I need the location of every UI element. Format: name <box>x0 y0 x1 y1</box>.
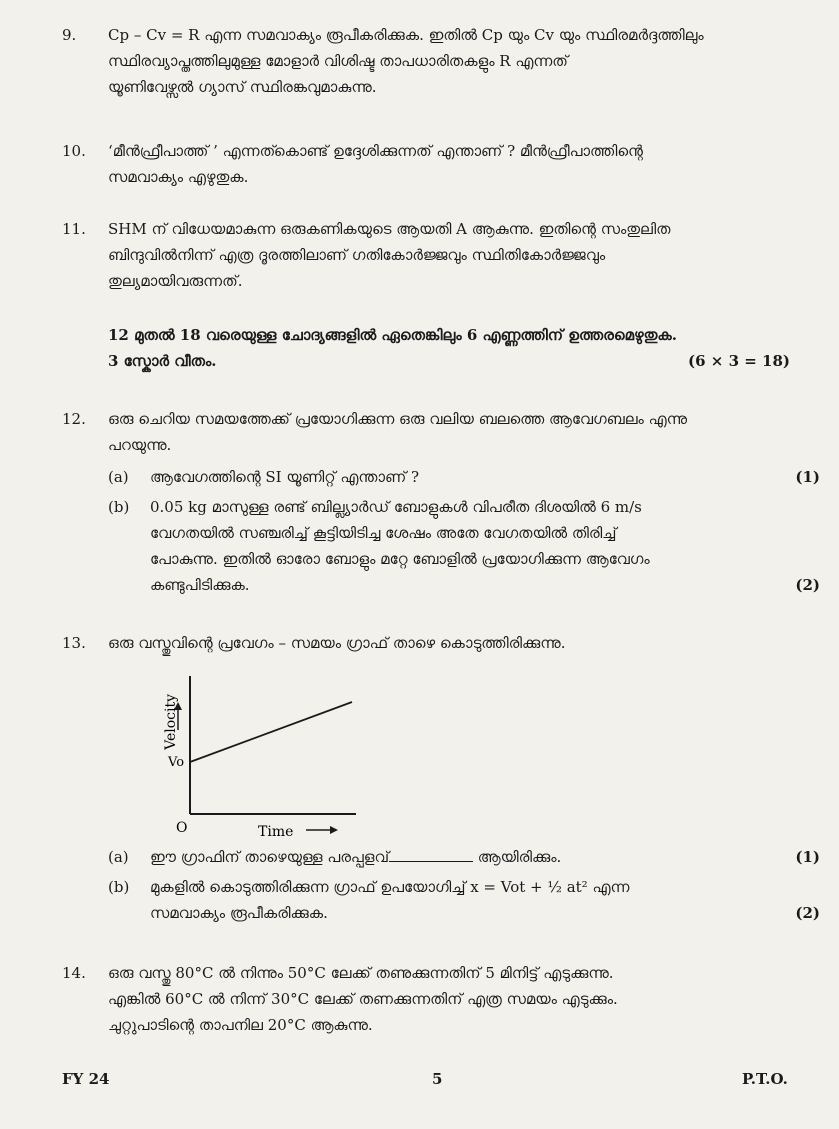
marks-label: (1) <box>795 848 820 866</box>
question-text-line: യൂണിവേഴ്സൽ ഗ്യാസ് സ്ഥിരങ്കവുമാകുന്നു. <box>108 78 377 96</box>
section-marks: (6 × 3 = 18) <box>688 352 790 370</box>
marks-label: (1) <box>795 468 820 486</box>
subquestion-text: ഈ ഗ്രാഫിന് താഴെയുള്ള പരപ്പളവ് <box>150 848 389 866</box>
subquestion-text-line: പോകുന്നു. ഇതിൽ ഓരോ ബോളും മറ്റേ ബോളിൽ പ്രയോഗിക്കുന്ന ആവേഗം <box>150 550 650 568</box>
subquestion-a <box>108 464 820 490</box>
question-number: 10. <box>62 142 86 160</box>
subquestion-label: (a) <box>108 848 129 866</box>
velocity-line <box>190 702 352 762</box>
y-axis-label: Velocity <box>163 694 179 750</box>
origin-label: O <box>176 820 188 836</box>
subquestion-label: (b) <box>108 878 130 896</box>
marks-label: (2) <box>795 904 820 922</box>
question-text-line: ബിന്ദുവിൽനിന്ന് എത്ര ദൂരത്തിലാണ് ഗതികോർജ്ജവും സ്ഥിതികോർജ്ജവും <box>108 246 606 264</box>
question-text-line: ഒരു ചെറിയ സമയത്തേക്ക് പ്രയോഗിക്കുന്ന ഒരു വലിയ ബലത്തെ ആവേഗബലം എന്നു <box>108 410 688 428</box>
intercept-label: Vo <box>168 755 185 770</box>
subquestion-text-line: വേഗതയിൽ സഞ്ചരിച്ച് കൂട്ടിയിടിച്ച ശേഷം അതേ വേഗതയിൽ തിരിച്ച് <box>150 524 617 542</box>
question-13 <box>62 630 790 656</box>
question-number: 14. <box>62 964 86 982</box>
x-axis-label: Time <box>258 824 294 840</box>
question-text-line: Cp – Cv = R എന്ന സമവാക്യം രൂപീകരിക്കുക. ഇതിൽ Cp യും Cv യും സ്ഥിരമർദ്ദത്തിലും <box>108 26 704 44</box>
question-14 <box>62 960 790 1038</box>
subquestion-text-line: സമവാക്യം രൂപീകരിക്കുക. <box>150 904 328 922</box>
subquestion-label: (b) <box>108 498 130 516</box>
subquestion-text: ആയിരിക്കും. <box>477 848 562 866</box>
question-number: 13. <box>62 634 86 652</box>
question-13-parts <box>62 844 820 926</box>
question-number: 11. <box>62 220 86 238</box>
question-text-line: ഒരു വസ്തുവിന്റെ പ്രവേഗം – സമയം ഗ്രാഫ് താഴെ കൊടുത്തിരിക്കുന്നു. <box>108 634 566 652</box>
question-text-line: പറയുന്നു. <box>108 436 172 454</box>
question-text-line: ‘മീൻഫ്രീപാത്ത് ’ എന്നത്കൊണ്ട് ഉദ്ദേശിക്കുന്നത് എന്താണ് ? മീൻഫ്രീപാത്തിന്റെ <box>108 142 643 160</box>
question-11 <box>62 216 790 294</box>
question-text-line: എങ്കിൽ 60°C ൽ നിന്ന് 30°C ലേക്ക് തണക്കുന്നതിന് എത്ര സമയം എടുക്കും. <box>108 990 618 1008</box>
question-number: 9. <box>62 26 77 44</box>
velocity-time-graph <box>160 672 360 840</box>
subquestion-text-line: മുകളിൽ കൊടുത്തിരിക്കുന്ന ഗ്രാഫ് ഉപയോഗിച്ച് x = Vot + ½ at² എന്ന <box>150 878 630 896</box>
footer-code: FY 24 <box>62 1070 110 1088</box>
question-text-line: തുല്യമായിവരുന്നത്. <box>108 272 243 290</box>
question-12 <box>62 406 820 598</box>
question-text-line: ചുറ്റുപാടിന്റെ താപനില 20°C ആകുന്നു. <box>108 1016 373 1034</box>
page-number: 5 <box>432 1070 443 1088</box>
subquestion-b <box>108 494 820 598</box>
question-text-line: സമവാക്യം എഴുതുക. <box>108 168 249 186</box>
pto-label: P.T.O. <box>742 1070 788 1088</box>
question-text-line: ഒരു വസ്തു 80°C ൽ നിന്നും 50°C ലേക്ക് തണുക്കുന്നതിന് 5 മിനിട്ട് എടുക്കുന്നു. <box>108 964 614 982</box>
x-arrow-head <box>330 826 338 834</box>
section-instructions <box>62 322 790 374</box>
subquestion-b <box>108 874 820 926</box>
subquestion-text-line: 0.05 kg മാസുള്ള രണ്ട് ബില്ല്യാർഡ് ബോളുകൾ വിപരീത ദിശയിൽ 6 m/s <box>150 498 642 516</box>
question-text-line: സ്ഥിരവ്യാപ്തത്തിലുമുള്ള മോളാർ വിശിഷ്ട താപധാരിതകളും R എന്നത് <box>108 52 568 70</box>
subquestion-label: (a) <box>108 468 129 486</box>
question-number: 12. <box>62 410 86 428</box>
subquestion-text-line: കണ്ടുപിടിക്കുക. <box>150 576 250 594</box>
marks-label: (2) <box>795 576 820 594</box>
instruction-line: 3 സ്കോർ വീതം. <box>108 352 217 370</box>
question-9 <box>62 22 790 100</box>
subquestion-text: ആവേഗത്തിന്റെ SI യൂണിറ്റ് എന്താണ് ? <box>150 468 420 486</box>
answer-blank <box>389 847 473 862</box>
instruction-line: 12 മുതൽ 18 വരെയുള്ള ചോദ്യങ്ങളിൽ ഏതെങ്കിലും 6 എണ്ണത്തിന് ഉത്തരമെഴുതുക. <box>108 326 677 344</box>
question-10 <box>62 138 790 190</box>
subquestion-a <box>108 844 820 870</box>
question-text-line: SHM ന് വിധേയമാകുന്ന ഒരുകണികയുടെ ആയതി A ആകുന്നു. ഇതിന്റെ സംതുലിത <box>108 220 671 238</box>
